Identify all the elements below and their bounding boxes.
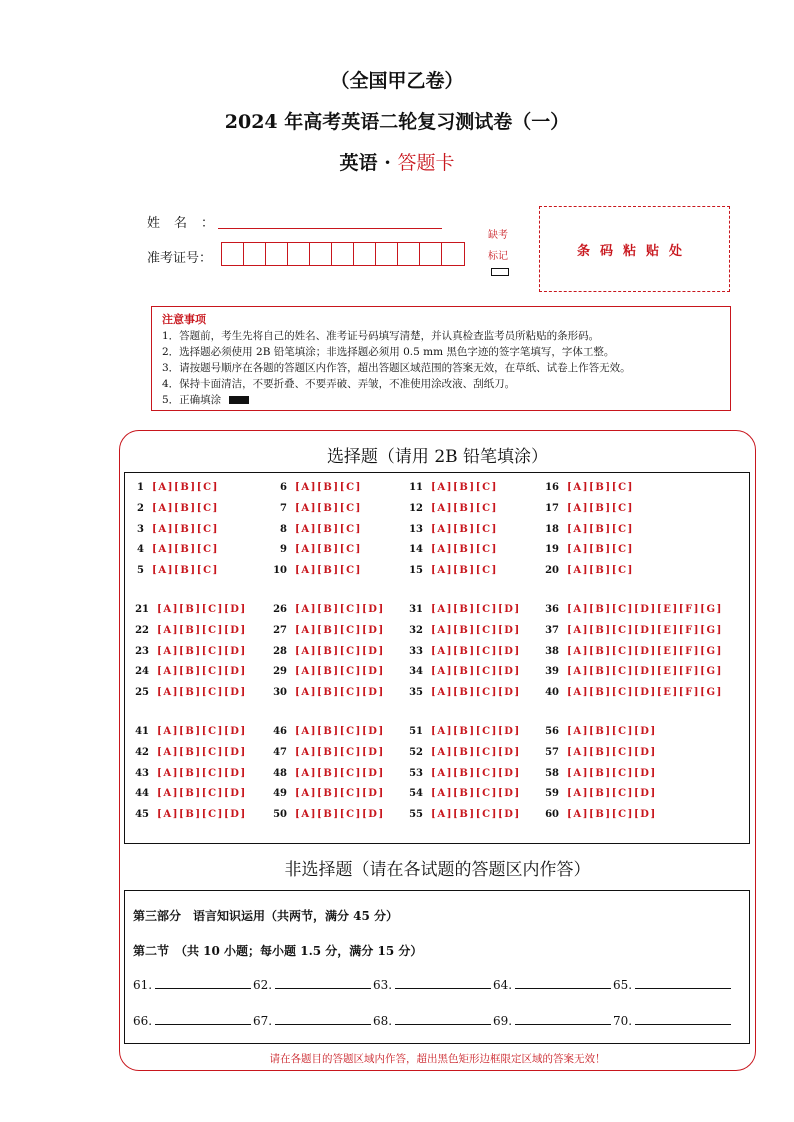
answer-bubbles[interactable]: [A][B][C][D][E][F][G] <box>567 604 723 615</box>
choice-question <box>545 544 634 555</box>
blank-number: 68. <box>373 1014 393 1028</box>
blank-answer-item <box>133 1014 251 1028</box>
choice-question <box>409 604 521 615</box>
exam-number-digit-box[interactable] <box>222 243 244 265</box>
blank-answer-line[interactable] <box>635 1014 731 1025</box>
answer-bubbles[interactable]: [A][B][C][D] <box>295 624 385 636</box>
exam-number-digit-box[interactable] <box>310 243 332 265</box>
choice-question <box>545 604 723 615</box>
exam-number-digit-box[interactable] <box>442 243 464 265</box>
question-number: 21 <box>135 604 149 615</box>
choice-question <box>273 768 385 779</box>
answer-bubbles[interactable]: [A][B][C] <box>431 565 498 577</box>
choice-question <box>409 788 521 799</box>
choice-question <box>135 646 247 657</box>
choice-question <box>409 503 498 514</box>
choice-question <box>545 565 634 576</box>
question-number: 4 <box>137 544 144 556</box>
question-number: 55 <box>409 809 423 821</box>
question-number: 15 <box>409 565 423 577</box>
choice-question <box>545 726 657 737</box>
blank-number: 62. <box>253 978 273 992</box>
blank-answer-line[interactable] <box>275 978 371 989</box>
question-number: 6 <box>280 482 287 493</box>
choice-question <box>273 482 362 493</box>
answer-bubbles[interactable]: [A][B][C] <box>152 502 219 514</box>
answer-bubbles[interactable]: [A][B][C] <box>431 544 498 556</box>
answer-bubbles[interactable]: [A][B][C] <box>152 544 219 556</box>
answer-bubbles[interactable]: [A][B][C][D] <box>295 687 385 699</box>
blank-answer-item <box>493 1014 611 1028</box>
blank-answer-line[interactable] <box>155 1014 251 1025</box>
blank-answer-item <box>373 1014 491 1028</box>
answer-bubbles[interactable]: [A][B][C][D] <box>157 746 247 758</box>
choice-question <box>545 687 723 698</box>
question-number: 26 <box>273 604 287 615</box>
question-number: 46 <box>273 726 287 737</box>
answer-bubbles[interactable]: [A][B][C] <box>295 565 362 577</box>
blank-number: 64. <box>493 978 513 992</box>
blank-number: 63. <box>373 978 393 992</box>
exam-number-boxes[interactable] <box>221 242 465 266</box>
answer-bubbles[interactable]: [A][B][C][D] <box>567 809 657 821</box>
blank-number: 66. <box>133 1014 153 1028</box>
question-number: 49 <box>273 788 287 800</box>
question-number: 57 <box>545 746 559 758</box>
answer-bubbles[interactable]: [A][B][C][D] <box>567 767 657 779</box>
answer-bubbles[interactable]: [A][B][C][D][E][F][G] <box>567 666 723 678</box>
question-number: 39 <box>545 666 559 678</box>
blank-answer-line[interactable] <box>395 1014 491 1025</box>
answer-bubbles[interactable]: [A][B][C][D][E][F][G] <box>567 645 723 657</box>
question-number: 1 <box>137 482 144 493</box>
answer-bubbles[interactable]: [A][B][C][D] <box>295 788 385 800</box>
blank-answer-line[interactable] <box>635 978 731 989</box>
question-number: 12 <box>409 502 423 514</box>
answer-bubbles[interactable]: [A][B][C][D] <box>431 726 521 737</box>
answer-bubbles[interactable]: [A][B][C][D] <box>157 687 247 699</box>
question-number: 31 <box>409 604 423 615</box>
exam-number-digit-box[interactable] <box>420 243 442 265</box>
blank-answer-item <box>613 978 731 992</box>
notes-title: 注意事项 <box>162 313 206 326</box>
choice-question <box>273 646 385 657</box>
barcode-area <box>539 206 730 292</box>
choice-question <box>545 768 657 779</box>
question-number: 52 <box>409 746 423 758</box>
blank-answer-line[interactable] <box>515 978 611 989</box>
answer-bubbles[interactable]: [A][B][C][D] <box>431 767 521 779</box>
question-number: 2 <box>137 502 144 514</box>
note-item: 2．选择题必须使用 2B 铅笔填涂；非选择题必须用 0.5 mm 黑色字迹的签字笔填写，字体工整。 <box>162 346 615 358</box>
exam-title: 2024 年高考英语二轮复习测试卷（一） <box>224 111 570 133</box>
blank-number: 65. <box>613 978 633 992</box>
question-number: 16 <box>545 482 559 493</box>
choice-question <box>545 666 723 677</box>
region-title: （全国甲乙卷） <box>330 70 464 92</box>
answer-bubbles[interactable]: [A][B][C][D] <box>295 666 385 678</box>
question-number: 9 <box>280 544 287 556</box>
question-number: 13 <box>409 523 423 535</box>
question-number: 43 <box>135 767 149 779</box>
question-number: 37 <box>545 624 559 636</box>
answer-bubbles[interactable]: [A][B][C] <box>152 565 219 577</box>
card-title <box>0 148 794 175</box>
answer-bubbles[interactable]: [A][B][C][D] <box>431 604 521 615</box>
title-dot: · <box>384 152 391 174</box>
exam-number-label: 准考证号： <box>147 251 213 266</box>
answer-bubbles[interactable]: [A][B][C] <box>295 482 362 493</box>
answer-bubbles[interactable]: [A][B][C][D] <box>295 809 385 821</box>
subject-label: 英语 <box>339 152 378 174</box>
answer-bubbles[interactable]: [A][B][C][D] <box>295 726 385 737</box>
answer-bubbles[interactable]: [A][B][C][D] <box>567 726 657 737</box>
note-item-fill-example: 5．正确填涂 <box>162 394 222 406</box>
question-number: 34 <box>409 666 423 678</box>
question-number: 53 <box>409 767 423 779</box>
choice-question <box>273 625 385 636</box>
choice-question <box>409 524 498 535</box>
absent-label-2: 标记 <box>488 251 508 262</box>
note-item <box>162 392 720 408</box>
exam-number-digit-box[interactable] <box>288 243 310 265</box>
answer-bubbles[interactable]: [A][B][C][D] <box>157 666 247 678</box>
name-label: 姓名： <box>147 216 229 231</box>
answer-bubbles[interactable]: [A][B][C][D] <box>157 726 247 737</box>
exam-number-digit-box[interactable] <box>354 243 376 265</box>
question-number: 10 <box>273 565 287 577</box>
choice-question <box>273 503 362 514</box>
question-number: 35 <box>409 687 423 699</box>
choice-question <box>273 666 385 677</box>
choice-question <box>409 666 521 677</box>
choice-question <box>545 503 634 514</box>
answer-bubbles[interactable]: [A][B][C][D] <box>157 767 247 779</box>
question-number: 48 <box>273 767 287 779</box>
question-number: 25 <box>135 687 149 699</box>
answer-bubbles[interactable]: [A][B][C] <box>152 482 219 493</box>
blank-answer-item <box>253 978 371 992</box>
question-number: 27 <box>273 624 287 636</box>
question-number: 50 <box>273 809 287 821</box>
question-number: 40 <box>545 687 559 699</box>
question-number: 18 <box>545 523 559 535</box>
answer-bubbles[interactable]: [A][B][C][D] <box>431 788 521 800</box>
absent-mark-box[interactable] <box>491 268 509 276</box>
exam-number-digit-box[interactable] <box>266 243 288 265</box>
blank-answer-line[interactable] <box>155 978 251 989</box>
question-number: 3 <box>137 523 144 535</box>
question-number: 11 <box>409 482 423 493</box>
choice-question <box>273 604 385 615</box>
answer-bubbles[interactable]: [A][B][C][D] <box>157 604 247 615</box>
question-number: 24 <box>135 666 149 678</box>
answer-bubbles[interactable]: [A][B][C][D] <box>157 788 247 800</box>
choice-question <box>545 646 723 657</box>
answer-bubbles[interactable]: [A][B][C] <box>567 544 634 556</box>
choice-question <box>545 788 657 799</box>
choice-question <box>273 809 385 820</box>
blank-answer-line[interactable] <box>275 1014 371 1025</box>
choice-question <box>135 666 247 677</box>
answer-bubbles[interactable]: [A][B][C] <box>567 565 634 577</box>
choice-question <box>409 768 521 779</box>
blank-answer-item <box>373 978 491 992</box>
blank-answer-item <box>253 1014 371 1028</box>
answer-bubbles[interactable]: [A][B][C] <box>431 523 498 535</box>
blank-answer-line[interactable] <box>395 978 491 989</box>
blank-answer-item <box>613 1014 731 1028</box>
blank-answer-item <box>493 978 611 992</box>
choice-question <box>273 687 385 698</box>
question-number: 29 <box>273 666 287 678</box>
answer-bubbles[interactable]: [A][B][C][D] <box>567 746 657 758</box>
exam-number-digit-box[interactable] <box>398 243 420 265</box>
blank-number: 67. <box>253 1014 273 1028</box>
answer-bubbles[interactable]: [A][B][C][D] <box>431 645 521 657</box>
filled-mark-sample <box>229 396 249 404</box>
answer-bubbles[interactable]: [A][B][C][D] <box>431 746 521 758</box>
choice-question <box>409 625 521 636</box>
choice-question <box>409 747 521 758</box>
choice-question <box>135 768 247 779</box>
choice-question <box>545 524 634 535</box>
choice-question <box>135 625 247 636</box>
exam-number-digit-box[interactable] <box>244 243 266 265</box>
question-number: 47 <box>273 746 287 758</box>
question-number: 32 <box>409 624 423 636</box>
exam-number-digit-box[interactable] <box>376 243 398 265</box>
choice-question <box>135 788 247 799</box>
notes-box <box>151 306 731 411</box>
choice-section-title: 选择题（请用 2B 铅笔填涂） <box>326 447 549 467</box>
note-item: 1．答题前，考生先将自己的姓名、准考证号码填写清楚，并认真检查监考员所粘贴的条形码。 <box>162 330 600 342</box>
choice-question <box>135 565 219 576</box>
question-number: 45 <box>135 809 149 821</box>
answer-bubbles[interactable]: [A][B][C][D] <box>295 746 385 758</box>
answer-bubbles[interactable]: [A][B][C][D] <box>431 809 521 821</box>
answer-card-label: 答题卡 <box>397 152 455 174</box>
answer-bubbles[interactable]: [A][B][C][D] <box>431 624 521 636</box>
choice-question <box>135 747 247 758</box>
choice-question <box>409 544 498 555</box>
barcode-label: 条码粘贴处 <box>576 243 692 259</box>
answer-bubbles[interactable]: [A][B][C] <box>431 502 498 514</box>
answer-bubbles[interactable]: [A][B][C][D] <box>431 666 521 678</box>
question-number: 41 <box>135 726 149 737</box>
choice-question <box>273 524 362 535</box>
choice-question <box>135 482 219 493</box>
question-number: 56 <box>545 726 559 737</box>
question-number: 38 <box>545 645 559 657</box>
question-number: 5 <box>137 565 144 577</box>
question-number: 59 <box>545 788 559 800</box>
exam-number-digit-box[interactable] <box>332 243 354 265</box>
choice-question <box>273 726 385 737</box>
question-number: 54 <box>409 788 423 800</box>
choice-question <box>409 482 498 493</box>
absent-label-1: 缺考 <box>488 230 508 241</box>
part-three-title: 第三部分 语言知识运用（共两节，满分 45 分） <box>133 909 399 923</box>
answer-bubbles[interactable]: [A][B][C] <box>431 482 498 493</box>
choice-question <box>273 565 362 576</box>
choice-question <box>409 565 498 576</box>
choice-question <box>409 687 521 698</box>
answer-bubbles[interactable]: [A][B][C][D] <box>431 687 521 699</box>
note-item: 3．请按题号顺序在各题的答题区内作答，超出答题区域范围的答案无效，在草纸、试卷上作答无效。 <box>162 362 631 374</box>
choice-question <box>545 747 657 758</box>
choice-question <box>409 726 521 737</box>
answer-bubbles[interactable]: [A][B][C] <box>295 502 362 514</box>
choice-question <box>135 687 247 698</box>
choice-question <box>135 809 247 820</box>
question-number: 36 <box>545 604 559 615</box>
answer-bubbles[interactable]: [A][B][C][D] <box>295 645 385 657</box>
blank-answer-line[interactable] <box>515 1014 611 1025</box>
question-number: 60 <box>545 809 559 821</box>
question-number: 23 <box>135 645 149 657</box>
question-number: 44 <box>135 788 149 800</box>
choice-question <box>545 482 634 493</box>
choice-question <box>135 544 219 555</box>
question-number: 14 <box>409 544 423 556</box>
answer-bubbles[interactable]: [A][B][C][D][E][F][G] <box>567 624 723 636</box>
answer-bubbles[interactable]: [A][B][C] <box>567 502 634 514</box>
choice-question <box>409 809 521 820</box>
choice-question <box>135 604 247 615</box>
name-field[interactable] <box>218 228 442 229</box>
question-number: 8 <box>280 523 287 535</box>
choice-question <box>545 625 723 636</box>
answer-bubbles[interactable]: [A][B][C][D] <box>157 809 247 821</box>
footer-warning: 请在各题目的答题区域内作答，超出黑色矩形边框限定区域的答案无效！ <box>269 1053 606 1065</box>
answer-bubbles[interactable]: [A][B][C] <box>567 482 634 493</box>
choice-question <box>135 726 247 737</box>
note-item: 4．保持卡面清洁，不要折叠、不要弄破、弄皱，不准使用涂改液、刮纸刀。 <box>162 378 516 390</box>
blank-number: 69. <box>493 1014 513 1028</box>
answer-bubbles[interactable]: [A][B][C] <box>295 523 362 535</box>
answer-bubbles[interactable]: [A][B][C][D] <box>295 604 385 615</box>
non-choice-section-title: 非选择题（请在各试题的答题区内作答） <box>284 860 591 880</box>
question-number: 30 <box>273 687 287 699</box>
answer-bubbles[interactable]: [A][B][C] <box>567 523 634 535</box>
choice-question <box>545 809 657 820</box>
choice-question <box>409 646 521 657</box>
choice-question <box>135 503 219 514</box>
answer-bubbles[interactable]: [A][B][C] <box>152 523 219 535</box>
question-number: 19 <box>545 544 559 556</box>
answer-bubbles[interactable]: [A][B][C] <box>295 544 362 556</box>
question-number: 22 <box>135 624 149 636</box>
question-number: 51 <box>409 726 423 737</box>
choice-question <box>273 544 362 555</box>
answer-bubbles[interactable]: [A][B][C][D] <box>295 767 385 779</box>
question-number: 58 <box>545 767 559 779</box>
question-number: 7 <box>280 502 287 514</box>
question-number: 42 <box>135 746 149 758</box>
blank-number: 61. <box>133 978 153 992</box>
question-number: 17 <box>545 502 559 514</box>
blank-number: 70. <box>613 1014 633 1028</box>
choice-question <box>273 747 385 758</box>
answer-bubbles[interactable]: [A][B][C][D][E][F][G] <box>567 687 723 699</box>
question-number: 20 <box>545 565 559 577</box>
choice-question <box>273 788 385 799</box>
answer-bubbles[interactable]: [A][B][C][D] <box>567 788 657 800</box>
choice-question <box>135 524 219 535</box>
question-number: 28 <box>273 645 287 657</box>
blank-answer-item <box>133 978 251 992</box>
section-two-title: 第二节 （共 10 小题；每小题 1.5 分，满分 15 分） <box>133 944 423 958</box>
answer-bubbles[interactable]: [A][B][C][D] <box>157 624 247 636</box>
answer-bubbles[interactable]: [A][B][C][D] <box>157 645 247 657</box>
question-number: 33 <box>409 645 423 657</box>
